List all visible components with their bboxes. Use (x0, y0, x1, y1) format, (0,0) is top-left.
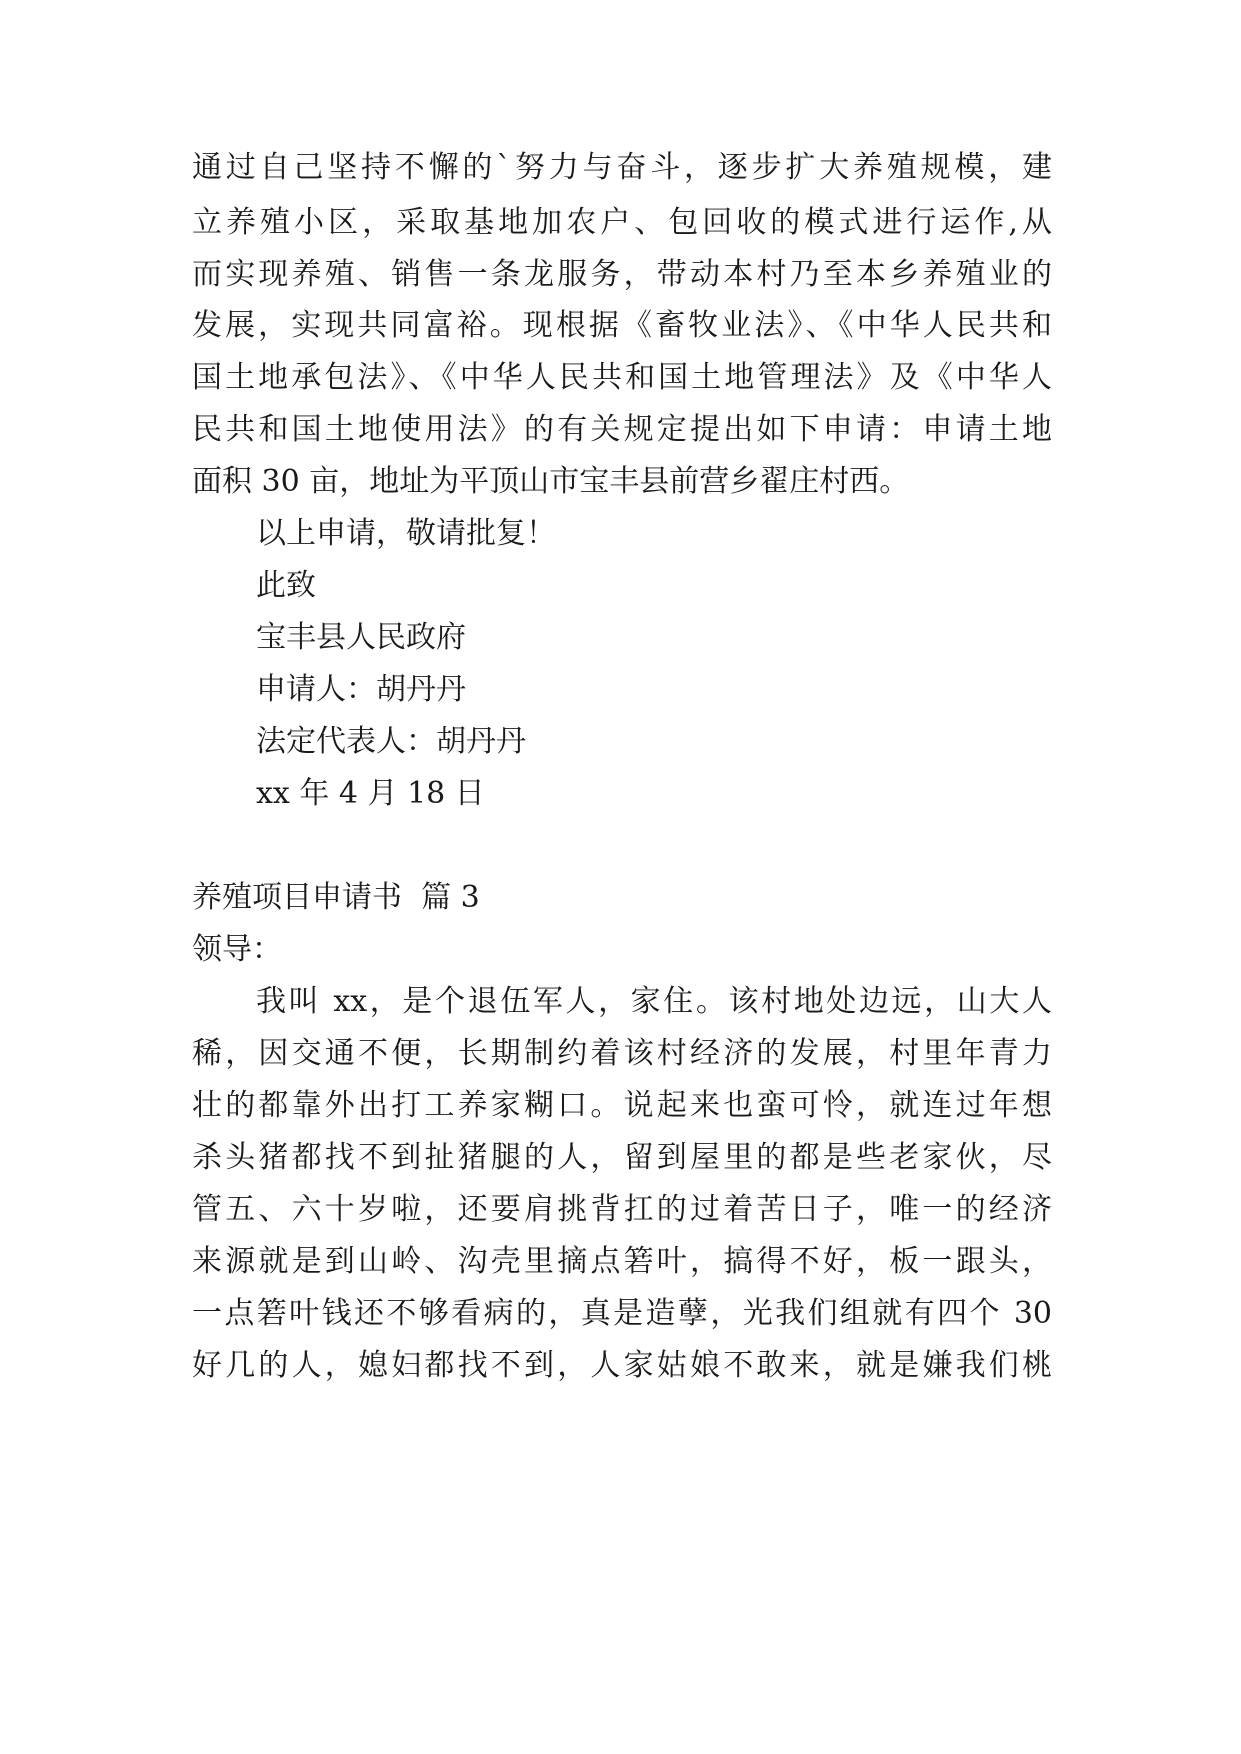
closing-request: 以上申请，敬请批复！ (256, 516, 556, 551)
paragraph-line: 通过自己坚持不懈的`努力与奋斗，逐步扩大养殖规模，建 (192, 150, 1052, 185)
paragraph-line: 一点箬叶钱还不够看病的，真是造孽，光我们组就有四个 30 (192, 1296, 1052, 1331)
paragraph-line: 壮的都靠外出打工养家糊口。说起来也蛮可怜，就连过年想 (192, 1088, 1052, 1123)
paragraph-line: 稀，因交通不便，长期制约着该村经济的发展，村里年青力 (192, 1036, 1052, 1071)
paragraph-line: 来源就是到山岭、沟壳里摘点箬叶，搞得不好，板一跟头， (192, 1244, 1052, 1279)
section-title: 养殖项目申请书 篇 3 (192, 880, 480, 915)
paragraph-line: 发展，实现共同富裕。现根据《畜牧业法》、《中华人民共和 (192, 308, 1052, 343)
paragraph-line: 面积 30 亩，地址为平顶山市宝丰县前营乡翟庄村西。 (192, 464, 910, 499)
closing-salutation: 此致 (256, 568, 316, 603)
paragraph-line: 杀头猪都找不到扯猪腿的人，留到屋里的都是些老家伙，尽 (192, 1140, 1052, 1175)
paragraph-line: 而实现养殖、销售一条龙服务，带动本村乃至本乡养殖业的 (192, 257, 1052, 292)
closing-date: xx 年 4 月 18 日 (256, 776, 485, 811)
closing-legal-rep: 法定代表人：胡丹丹 (256, 724, 526, 759)
paragraph-line: 好几的人，媳妇都找不到，人家姑娘不敢来，就是嫌我们桃 (192, 1348, 1052, 1383)
greeting: 领导： (192, 932, 282, 967)
paragraph-line: 管五、六十岁啦，还要肩挑背扛的过着苦日子，唯一的经济 (192, 1192, 1052, 1227)
paragraph-line: 民共和国土地使用法》的有关规定提出如下申请：申请土地 (192, 412, 1052, 447)
paragraph-line: 我叫 xx，是个退伍军人，家住。该村地处边远，山大人 (256, 984, 1052, 1019)
closing-applicant: 申请人：胡丹丹 (256, 672, 466, 707)
paragraph-line: 立养殖小区，采取基地加农户、包回收的模式进行运作,从 (192, 205, 1052, 240)
closing-recipient: 宝丰县人民政府 (256, 620, 466, 655)
paragraph-line: 国土地承包法》、《中华人民共和国土地管理法》及《中华人 (192, 360, 1052, 395)
